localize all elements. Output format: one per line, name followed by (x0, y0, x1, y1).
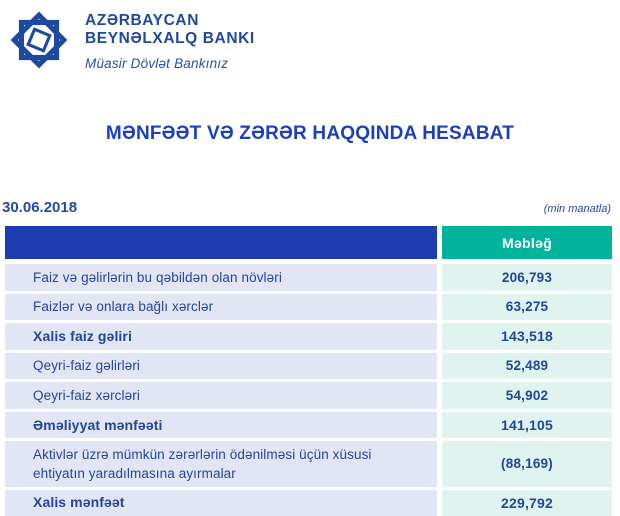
table-row (5, 441, 612, 486)
table-row (5, 264, 612, 291)
bank-name-line2: BEYNƏLXALQ BANKI (85, 30, 255, 47)
row-value-cell (442, 264, 612, 291)
row-value: 52,489 (505, 358, 549, 374)
bank-name-line1: AZƏRBAYCAN (85, 12, 199, 29)
row-label-cell (5, 490, 437, 516)
row-value: 54,902 (505, 387, 549, 403)
report-date: 30.06.2018 (2, 199, 78, 216)
row-label-cell (5, 382, 437, 409)
row-label-cell (5, 264, 437, 291)
table-header-label-cell (5, 226, 437, 259)
row-label: Faizlər və onlara bağlı xərclər (33, 299, 214, 315)
row-label: Xalis mənfəət (33, 494, 125, 511)
row-value: 229,792 (500, 494, 553, 511)
row-value-cell (442, 353, 612, 380)
pl-statement-table (5, 226, 612, 516)
row-label-cell (5, 441, 437, 486)
table-row (5, 323, 612, 350)
row-value: (88,169) (501, 456, 553, 472)
row-value: 63,275 (505, 299, 549, 315)
bank-brand (6, 7, 255, 73)
row-value-cell (442, 382, 612, 409)
report-title: MƏNFƏƏT VƏ ZƏRƏR HAQQINDA HESABAT (105, 123, 515, 144)
row-label-cell (5, 323, 437, 350)
table-header-amount-cell: Məbləğ (442, 226, 612, 259)
row-label: Xalis faiz gəliri (33, 327, 132, 344)
table-row (5, 353, 612, 380)
row-label-cell (5, 353, 437, 380)
row-label: Faiz və gəlirlərin bu qəbildən olan növləri (33, 269, 282, 285)
row-label-cell (5, 294, 437, 321)
row-value: 143,518 (500, 328, 553, 345)
row-label: Qeyri-faiz gəlirləri (33, 358, 141, 374)
row-value-cell (442, 412, 612, 439)
bank-name (85, 12, 255, 48)
row-label: Qeyri-faiz xərcləri (33, 387, 140, 403)
table-row (5, 382, 612, 409)
row-value: 141,105 (500, 417, 553, 433)
table-header-row (5, 226, 612, 259)
unit-note: (min manatla) (543, 203, 611, 215)
table-row (5, 490, 612, 516)
row-label: Əməliyyat mənfəəti (33, 416, 163, 433)
table-row (5, 294, 612, 321)
bank-tagline: Müasir Dövlət Bankınız (85, 56, 229, 71)
row-label: Aktivlər üzrə mümkün zərərlərin ödənilməsi üçün xüsusi ehtiyatın yaradılmasına ayırmalar (33, 446, 372, 481)
row-value-cell (442, 323, 612, 350)
row-value-cell (442, 294, 612, 321)
eight-point-star-knot-icon (6, 7, 72, 73)
row-value: 206,793 (501, 269, 553, 285)
row-value-cell (442, 490, 612, 516)
row-value-cell (442, 441, 612, 486)
row-label-cell (5, 412, 437, 439)
brand-text (85, 7, 255, 71)
table-row (5, 412, 612, 439)
